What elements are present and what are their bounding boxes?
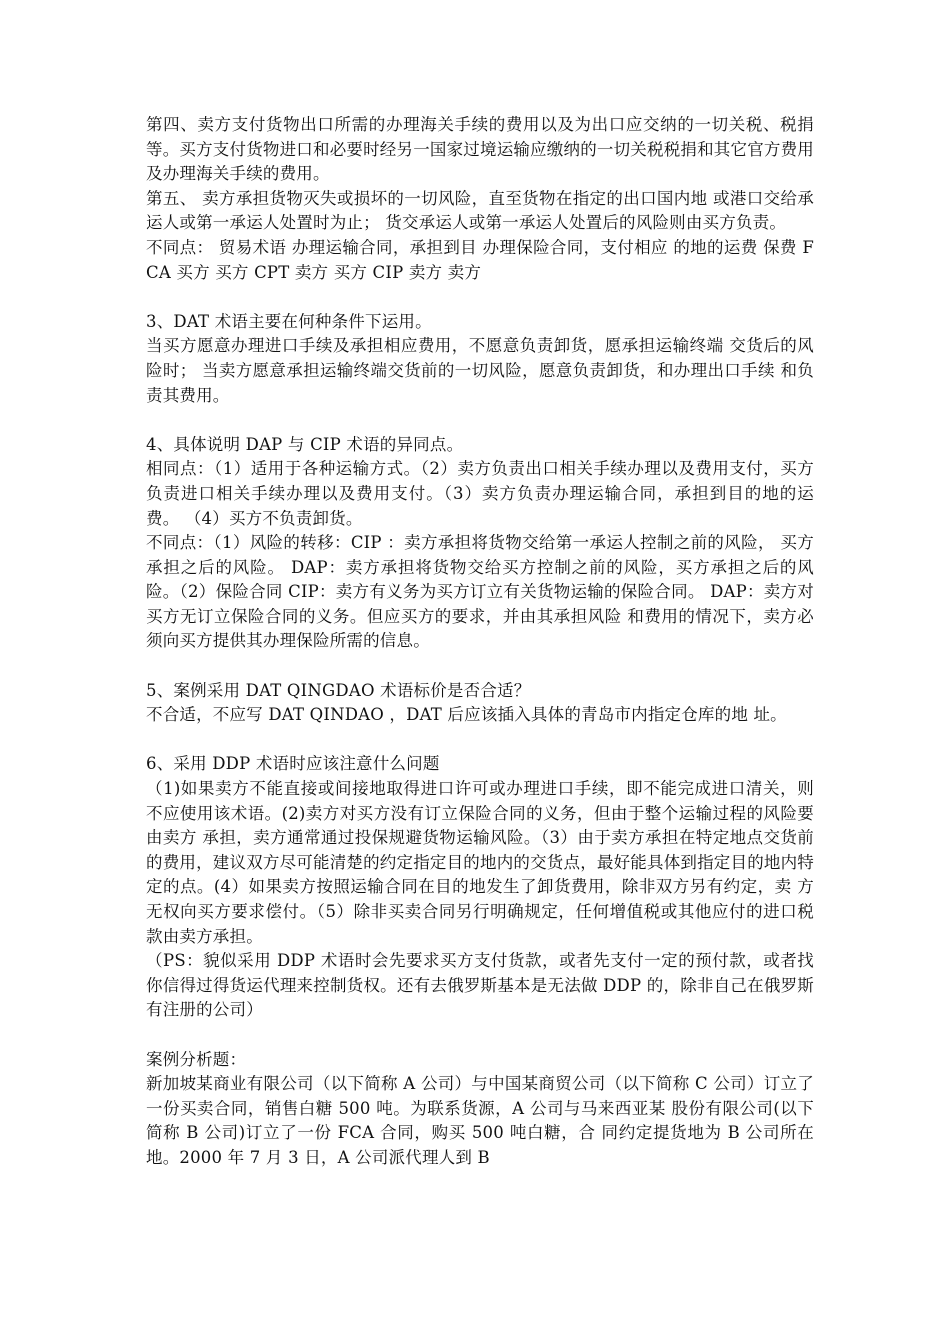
question-6-answer: （1)如果卖方不能直接或间接地取得进口许可或办理进口手续，即不能完成进口清关，则不应使用该术语。(2)卖方对买方没有订立保险合同的义务，但由于整个运输过程的风险要由卖方 承担，卖方通常通过投保规避货物运输风险。（3）由于卖方承担在特定地点交货前的费用，建议双方尽可能清楚的约定指定目的地内的交货点，最好能具体到指定目的地内特定的点。(4）如果卖方按照运输合同在目的地发生了卸货费用，除非双方另有约定，卖 方无权向买方要求偿付。（5）除非买卖合同另行明确规定，任何增值税或其他应付的进口税款由卖方承担。 [146,779,814,946]
question-3-answer: 当买方愿意办理进口手续及承担相应费用，不愿意负责卸货，愿承担运输终端 交货后的风险时； 当卖方愿意承担运输终端交货前的一切风险，愿意负责卸货，和办理出口手续 和负责其费用。 [146,336,814,405]
question-4-differences: 不同点：（1）风险的转移：CIP ：卖方承担将货物交给第一承运人控制之前的风险， 买方承担之后的风险。 DAP：卖方承担将货物交给买方控制之前的风险，买方承担之后的风险。（2）保险合同 CIP：卖方有义务为买方订立有关货物运输的保险合同。 DAP：卖方对买方无订立保险合同的义务。但应买方的要求，并由其承担风险 和费用的情况下，卖方必须向买方提供其办理保险所需的信息。 [146,533,814,651]
question-4-similarities: 相同点：（1）适用于各种运输方式。（2）卖方负责出口相关手续办理以及费用支付，买方负责进口相关手续办理以及费用支付。（3）卖方负责办理运输合同，承担到目的地的运费。 （4）买方不负责卸货。 [146,459,814,528]
blank-line [146,408,814,433]
case-analysis-text: 新加坡某商业有限公司（以下简称 A 公司）与中国某商贸公司（以下简称 C 公司）订立了一份买卖合同，销售白糖 500 吨。为联系货源，A 公司与马来西亚某 股份有限公司(以下简称 B 公司)订立了一份 FCA 合同，购买 500 吨白糖，合 同约定提货地为 B 公司所在地。2000 年 7 月 3 日，A 公司派代理人到 B [146,1074,814,1167]
paragraph-fifth: 第五、 卖方承担货物灭失或损坏的一切风险，直至货物在指定的出口国内地 或港口交给承运人或第一承运人处置时为止； 货交承运人或第一承运人处置后的风险则由买方负责。 [146,188,814,233]
question-6-ps-note: （PS：貌似采用 DDP 术语时会先要求买方支付货款，或者先支付一定的预付款，或者找你信得过得货运代理来控制货权。还有去俄罗斯基本是无法做 DDP 的，除非自己在俄罗斯有注册的公司） [146,951,814,1020]
question-6-title: 6、采用 DDP 术语时应该注意什么问题 [146,754,440,774]
blank-line [146,285,814,310]
question-5-title: 5、案例采用 DAT QINGDAO 术语标价是否合适？ [146,680,531,700]
blank-line [146,728,814,753]
question-3-title: 3、DAT 术语主要在何种条件下运用。 [146,311,432,331]
blank-line [146,654,814,679]
case-analysis-title: 案例分析题： [146,1049,247,1069]
question-4-title: 4、具体说明 DAP 与 CIP 术语的异同点。 [146,434,464,454]
paragraph-fourth: 第四、卖方支付货物出口所需的办理海关手续的费用以及为出口应交纳的一切关税、税捐等。买方支付货物进口和必要时经另一国家过境运输应缴纳的一切关税税捐和其它官方费用及办理海关手续的费用。 [146,115,814,184]
paragraph-differences: 不同点： 贸易术语 办理运输合同，承担到目 办理保险合同，支付相应 的地的运费 保费 FCA 买方 买方 CPT 卖方 买方 CIP 卖方 卖方 [146,237,814,282]
blank-line [146,1023,814,1048]
question-5-answer: 不合适，不应写 DAT QINDAO ，DAT 后应该插入具体的青岛市内指定仓库的地 址。 [146,705,787,725]
document-body [146,113,814,1171]
